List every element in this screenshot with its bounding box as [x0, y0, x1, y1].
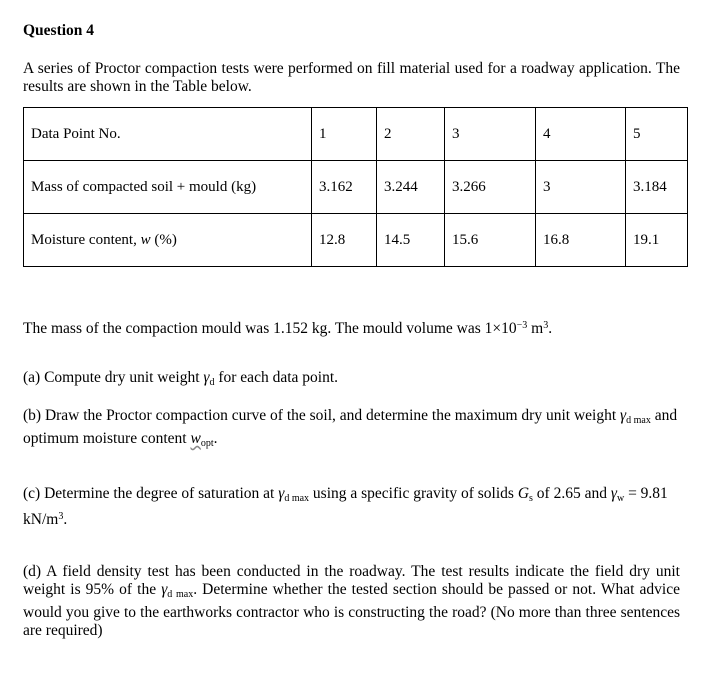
g-symbol: G [517, 485, 530, 502]
row-label-mass: Mass of compacted soil + mould (kg) [24, 161, 312, 214]
part-d-text: (d) A field density test has been conducted in the roadway. The test results indicate the field dry unit weight is 95% of the [23, 563, 680, 598]
part-a-end: for each data point. [214, 369, 338, 386]
proctor-results-table [23, 107, 688, 267]
table-row-moisture [24, 214, 688, 267]
table-cell: 3.162 [312, 161, 377, 214]
subscript: d max [284, 493, 310, 504]
table-cell: 3 [445, 108, 536, 161]
unit: m [527, 320, 544, 337]
moisture-unit: (%) [150, 231, 177, 248]
subscript: d max [626, 415, 651, 426]
part-d [23, 563, 680, 640]
part-c-end: = 9.81 kN/m [23, 485, 668, 528]
row-label-moisture-text: Moisture content, [31, 231, 141, 248]
table-cell: 14.5 [377, 214, 445, 267]
exponent: 3 [543, 320, 549, 331]
question-intro: A series of Proctor compaction tests were performed on fill material used for a roadway application. The results are shown in the Table below. [23, 60, 680, 95]
table-cell: 2 [377, 108, 445, 161]
w-symbol: w [190, 430, 201, 447]
subscript: d max [167, 589, 194, 600]
table-cell: 3.184 [626, 161, 688, 214]
part-b-mid: and optimum moisture content [23, 407, 678, 447]
gamma-symbol: γ [278, 485, 285, 502]
part-a [23, 369, 338, 388]
subscript: s [529, 493, 533, 504]
gamma-symbol: γ [203, 369, 210, 386]
table-row-mass [24, 161, 688, 214]
table-cell: 15.6 [445, 214, 536, 267]
exponent: 3 [58, 511, 64, 522]
part-b-text: (b) Draw the Proctor compaction curve of the soil, and determine the maximum dry unit weight [23, 407, 621, 424]
punct: . [548, 320, 553, 337]
mould-note [23, 320, 552, 338]
table-cell: 3.266 [445, 161, 536, 214]
table-cell: 1 [312, 108, 377, 161]
row-label-data-point: Data Point No. [24, 108, 312, 161]
subscript: d [209, 377, 215, 388]
mould-note-text: The mass of the compaction mould was 1.152 kg. The mould volume was 1×10 [23, 320, 517, 337]
part-c-mid: using a specific gravity of solids [309, 485, 518, 502]
part-a-text: (a) Compute dry unit weight [23, 369, 204, 386]
table-cell: 16.8 [536, 214, 626, 267]
table-cell: 19.1 [626, 214, 688, 267]
row-label-moisture [24, 214, 312, 267]
part-d-end: . Determine whether the tested section should be passed or not. What advice would you give to the earthworks contractor who is constructing the road? (No more than three sentences are required) [23, 581, 680, 639]
part-b [23, 407, 680, 453]
table-cell: 5 [626, 108, 688, 161]
part-c-text: (c) Determine the degree of saturation at [23, 485, 279, 502]
gamma-w-symbol: γ [610, 485, 617, 502]
punct: . [63, 511, 68, 528]
exponent: −3 [516, 320, 528, 331]
w-opt [190, 430, 213, 447]
gamma-symbol: γ [161, 581, 168, 598]
subscript: opt [200, 438, 214, 449]
punct: . [213, 430, 218, 447]
subscript: w [616, 493, 625, 504]
table-cell: 3 [536, 161, 626, 214]
table-cell: 3.244 [377, 161, 445, 214]
table-cell: 12.8 [312, 214, 377, 267]
gamma-symbol: γ [620, 407, 627, 424]
moisture-symbol: w [140, 231, 151, 248]
table-cell: 4 [536, 108, 626, 161]
part-c [23, 485, 680, 529]
table-row-data-point [24, 108, 688, 161]
question-title: Question 4 [23, 22, 95, 39]
part-c-mid2: of 2.65 and [532, 485, 611, 502]
